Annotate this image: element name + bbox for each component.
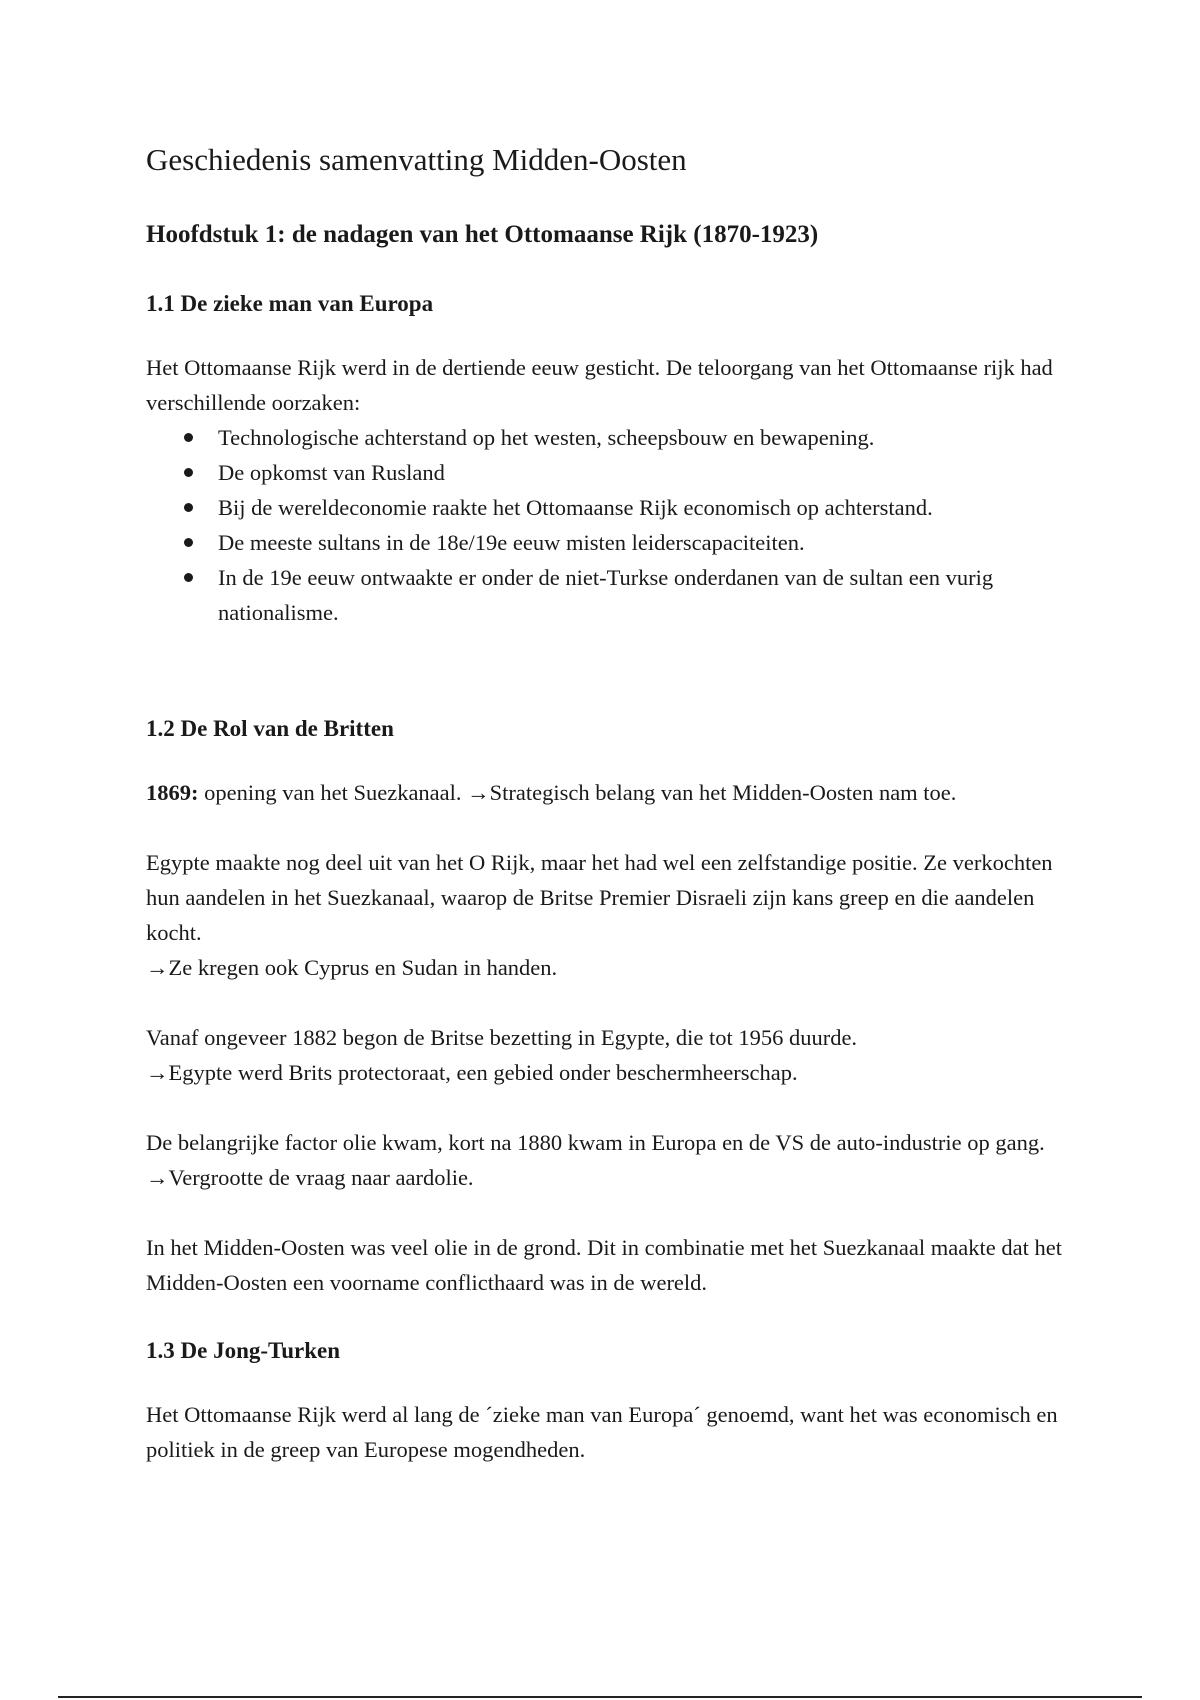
bullet-icon [184, 503, 193, 512]
bullet-icon [184, 468, 193, 477]
bullet-icon [184, 433, 193, 442]
paragraph-text: Vanaf ongeveer 1882 begon de Britse bezetting in Egypte, die tot 1956 duurde. [146, 1025, 858, 1050]
list-item [218, 490, 1066, 525]
paragraph-jong-turken: Het Ottomaanse Rijk werd al lang de ´zieke man van Europa´ genoemd, want het was economisch en politiek in de greep van Europese mogendheden. [146, 1402, 1058, 1462]
document-page [146, 140, 1066, 1502]
section-1-1-intro: Het Ottomaanse Rijk werd in de dertiende eeuw gesticht. De teloorgang van het Ottomaanse rijk had verschillende oorzaken: [146, 355, 1053, 415]
section-heading-1-1: 1.1 De zieke man van Europa [146, 291, 434, 316]
section-heading-1-2: 1.2 De Rol van de Britten [146, 716, 394, 741]
year-label: 1869: [146, 780, 199, 805]
list-item-text: Technologische achterstand op het westen, scheepsbouw en bewapening. [218, 425, 875, 450]
chapter-heading: Hoofdstuk 1: de nadagen van het Ottomaanse Rijk (1870-1923) [146, 221, 819, 248]
document-title: Geschiedenis samenvatting Midden-Oosten [146, 142, 687, 177]
paragraph-bezetting [146, 1020, 1066, 1090]
paragraph-text: opening van het Suezkanaal. →Strategisch belang van het Midden-Oosten nam toe. [198, 780, 957, 805]
paragraph-egypte [146, 845, 1066, 985]
list-item-text: Bij de wereldeconomie raakte het Ottomaanse Rijk economisch op achterstand. [218, 495, 933, 520]
paragraph-suezkanaal [146, 775, 1066, 810]
paragraph-text: →Egypte werd Brits protectoraat, een gebied onder beschermheerschap. [146, 1060, 798, 1085]
paragraph-text: →Ze kregen ook Cyprus en Sudan in handen. [146, 955, 558, 980]
list-item [218, 525, 1066, 560]
spacer [146, 665, 1066, 713]
paragraph-olie: De belangrijke factor olie kwam, kort na 1880 kwam in Europa en de VS de auto-industrie op gang. →Vergrootte de vraag naar aardolie. [146, 1130, 1045, 1190]
list-item [218, 420, 1066, 455]
section-heading-1-3: 1.3 De Jong-Turken [146, 1338, 341, 1363]
list-item-text: In de 19e eeuw ontwaakte er onder de niet-Turkse onderdanen van de sultan een vurig nationalisme. [218, 565, 994, 625]
bullet-icon [184, 538, 193, 547]
list-item-text: De opkomst van Rusland [218, 460, 445, 485]
paragraph-text: Egypte maakte nog deel uit van het O Rijk, maar het had wel een zelfstandige positie. Ze verkochten hun aandelen in het Suezkanaal, waarop de Britse Premier Disraeli zijn kans greep en die aandelen kocht. [146, 850, 1053, 945]
bullet-icon [184, 573, 193, 582]
causes-list [146, 420, 1066, 630]
list-item-text: De meeste sultans in de 18e/19e eeuw misten leiderscapaciteiten. [218, 530, 805, 555]
bottom-divider [58, 1696, 1142, 1698]
list-item [218, 560, 1066, 630]
paragraph-conflicthaard: In het Midden-Oosten was veel olie in de grond. Dit in combinatie met het Suezkanaal maakte dat het Midden-Oosten een voorname conflicthaard was in de wereld. [146, 1235, 1062, 1295]
list-item [218, 455, 1066, 490]
